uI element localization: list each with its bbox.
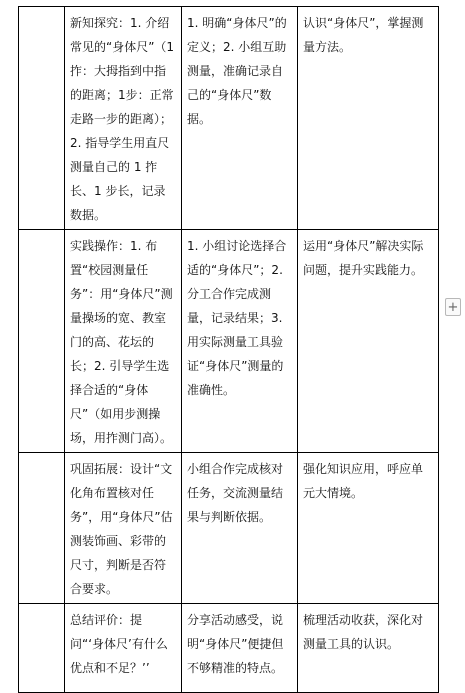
design-intent-cell bbox=[298, 230, 439, 453]
design-intent-text: 梳理活动收获，深化对测量工具的认识。 bbox=[303, 613, 424, 651]
design-intent-text: 强化知识应用，呼应单元大情境。 bbox=[303, 462, 424, 500]
teacher-activity-text: 新知探究：1. 介绍常见的“身体尺”（1拃：大拇指到中指的距离；1步：正常走路一步的距离）；2. 指导学生用直尺测量自己的 1 拃长、1 步长，记录数据。 bbox=[70, 16, 175, 222]
design-intent-cell bbox=[298, 453, 439, 604]
teacher-activity-cell bbox=[65, 453, 182, 604]
teacher-activity-text: 巩固拓展：设计“文化角布置核对任务”，用“身体尺”估测装饰画、彩带的尺寸，判断是否符合要求。 bbox=[70, 462, 173, 596]
table-row bbox=[19, 7, 439, 230]
stage-cell bbox=[19, 453, 65, 604]
design-intent-cell bbox=[298, 7, 439, 230]
teacher-activity-cell bbox=[65, 230, 182, 453]
student-activity-text: 分享活动感受，说明“身体尺”便捷但不够精准的特点。 bbox=[187, 613, 284, 675]
table-row bbox=[19, 230, 439, 453]
stage-cell bbox=[19, 7, 65, 230]
student-activity-cell bbox=[182, 230, 298, 453]
student-activity-text: 小组合作完成核对任务，交流测量结果与判断依据。 bbox=[187, 462, 284, 524]
teacher-activity-cell bbox=[65, 7, 182, 230]
table-row bbox=[19, 604, 439, 693]
stage-cell bbox=[19, 604, 65, 693]
teacher-activity-text: 实践操作：1. 布置“校园测量任务”：用“身体尺”测量操场的宽、教室门的高、花坛的长；2. 引导学生选择合适的“身体尺”（如用步测操场，用拃测门高）。 bbox=[70, 239, 173, 445]
student-activity-cell bbox=[182, 7, 298, 230]
add-row-button[interactable]: + bbox=[445, 298, 461, 316]
teacher-activity-text: 总结评价：提问“‘身体尺’有什么优点和不足？’’ bbox=[70, 613, 168, 675]
student-activity-text: 1. 小组讨论选择合适的“身体尺”；2. 分工合作完成测量，记录结果；3. 用实际测量工具验证“身体尺”测量的准确性。 bbox=[187, 239, 287, 397]
teacher-activity-cell bbox=[65, 604, 182, 693]
lesson-plan-table bbox=[18, 6, 439, 693]
design-intent-cell bbox=[298, 604, 439, 693]
student-activity-cell bbox=[182, 604, 298, 693]
student-activity-cell bbox=[182, 453, 298, 604]
design-intent-text: 认识“身体尺”，掌握测量方法。 bbox=[303, 16, 424, 54]
design-intent-text: 运用“身体尺”解决实际问题，提升实践能力。 bbox=[303, 239, 424, 277]
student-activity-text: 1. 明确“身体尺”的定义；2. 小组互助测量，准确记录自己的“身体尺”数据。 bbox=[187, 16, 287, 126]
table-row bbox=[19, 453, 439, 604]
stage-cell bbox=[19, 230, 65, 453]
